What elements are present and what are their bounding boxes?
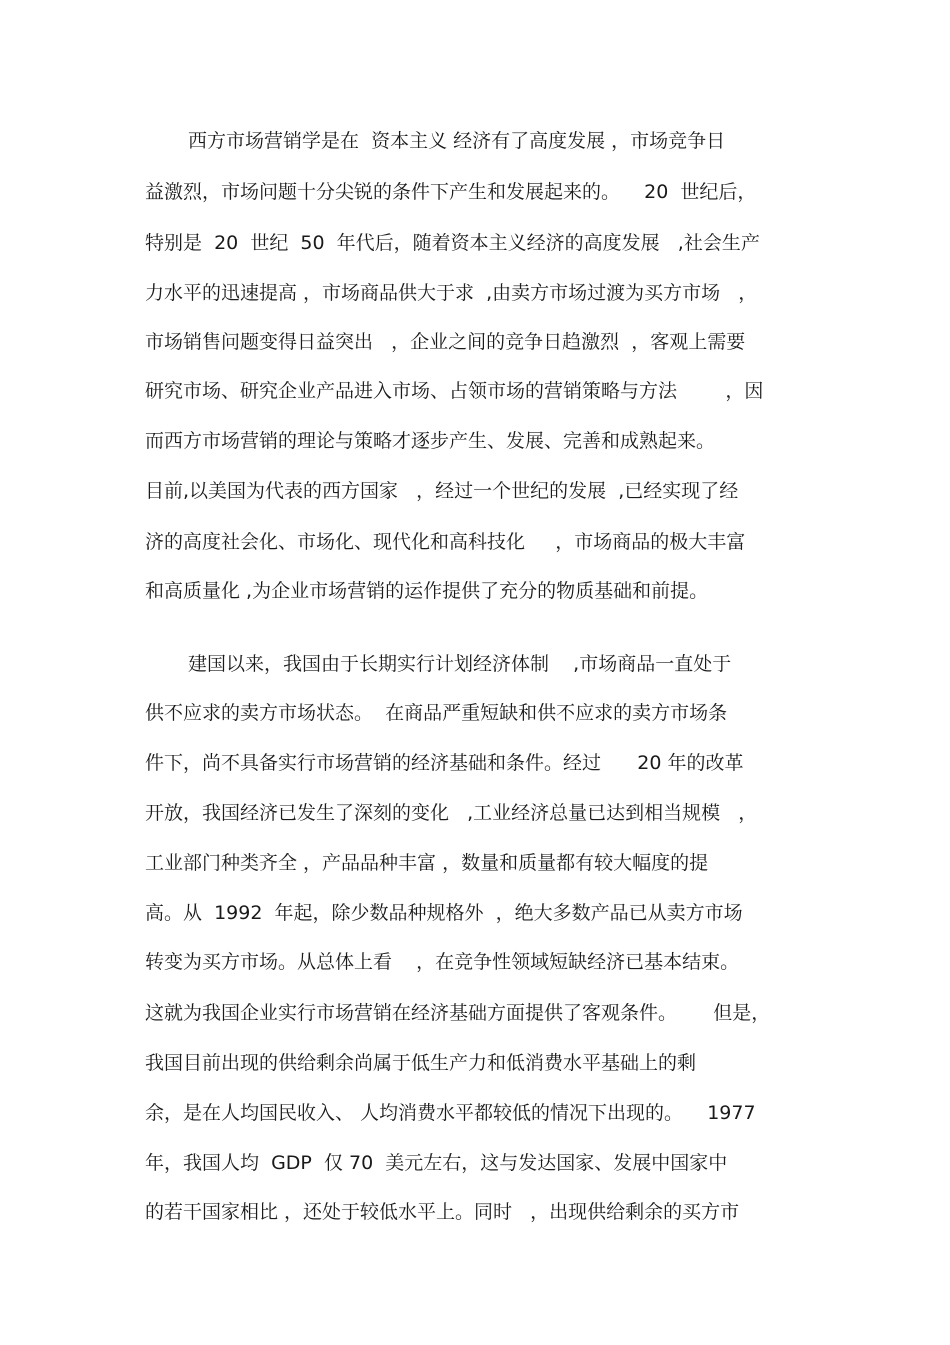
- text-line: 供不应求的卖方市场状态。 在商品严重短缺和供不应求的卖方市场条: [145, 702, 728, 724]
- text-line: 余，是在人均国民收入、 人均消费水平都较低的情况下出现的。 1977: [145, 1102, 756, 1124]
- text-line: 高。从 1992 年起，除少数品种规格外 ，绝大多数产品已从卖方市场: [145, 902, 743, 924]
- text-line: 和高质量化 ,为企业市场营销的运作提供了充分的物质基础和前提。: [145, 580, 709, 602]
- text-line: 的若干国家相比 ，还处于较低水平上。同时 ，出现供给剩余的买方市: [145, 1201, 740, 1223]
- text-line: 工业部门种类齐全 ，产品品种丰富 ，数量和质量都有较大幅度的提: [145, 852, 709, 874]
- text-line: 我国目前出现的供给剩余尚属于低生产力和低消费水平基础上的剩: [145, 1052, 697, 1074]
- text-line: 而西方市场营销的理论与策略才逐步产生、发展、完善和成熟起来。: [145, 430, 716, 452]
- text-line: 益激烈，市场问题十分尖锐的条件下产生和发展起来的。 20 世纪后，: [145, 181, 757, 203]
- text-line: 件下，尚不具备实行市场营销的经济基础和条件。经过 20 年的改革: [145, 752, 744, 774]
- text-line: 转变为买方市场。从总体上看 ，在竞争性领域短缺经济已基本结束。: [145, 951, 740, 973]
- text-line: 这就为我国企业实行市场营销在经济基础方面提供了客观条件。 但是，: [145, 1002, 771, 1024]
- text-line: 特别是 20 世纪 50 年代后，随着资本主义经济的高度发展 ,社会生产: [145, 232, 760, 254]
- text-line: 年，我国人均 GDP 仅 70 美元左右，这与发达国家、发展中国家中: [145, 1152, 728, 1174]
- text-line: 目前,以美国为代表的西方国家 ，经过一个世纪的发展 ,已经实现了经: [145, 480, 739, 502]
- text-line: 开放，我国经济已发生了深刻的变化 ,工业经济总量已达到相当规模 ，: [145, 802, 758, 824]
- text-line: 力水平的迅速提高 ，市场商品供大于求 ,由卖方市场过渡为买方市场 ，: [145, 282, 758, 304]
- text-line: 建国以来，我国由于长期实行计划经济体制 ,市场商品一直处于: [188, 653, 732, 675]
- text-line: 研究市场、研究企业产品进入市场、占领市场的营销策略与方法 ，因: [145, 380, 764, 402]
- text-line: 市场销售问题变得日益突出 ，企业之间的竞争日趋激烈 ，客观上需要: [145, 331, 746, 353]
- text-line: 西方市场营销学是在 资本主义 经济有了高度发展 ，市场竞争日: [188, 130, 726, 152]
- text-line: 济的高度社会化、市场化、现代化和高科技化 ，市场商品的极大丰富: [145, 531, 746, 553]
